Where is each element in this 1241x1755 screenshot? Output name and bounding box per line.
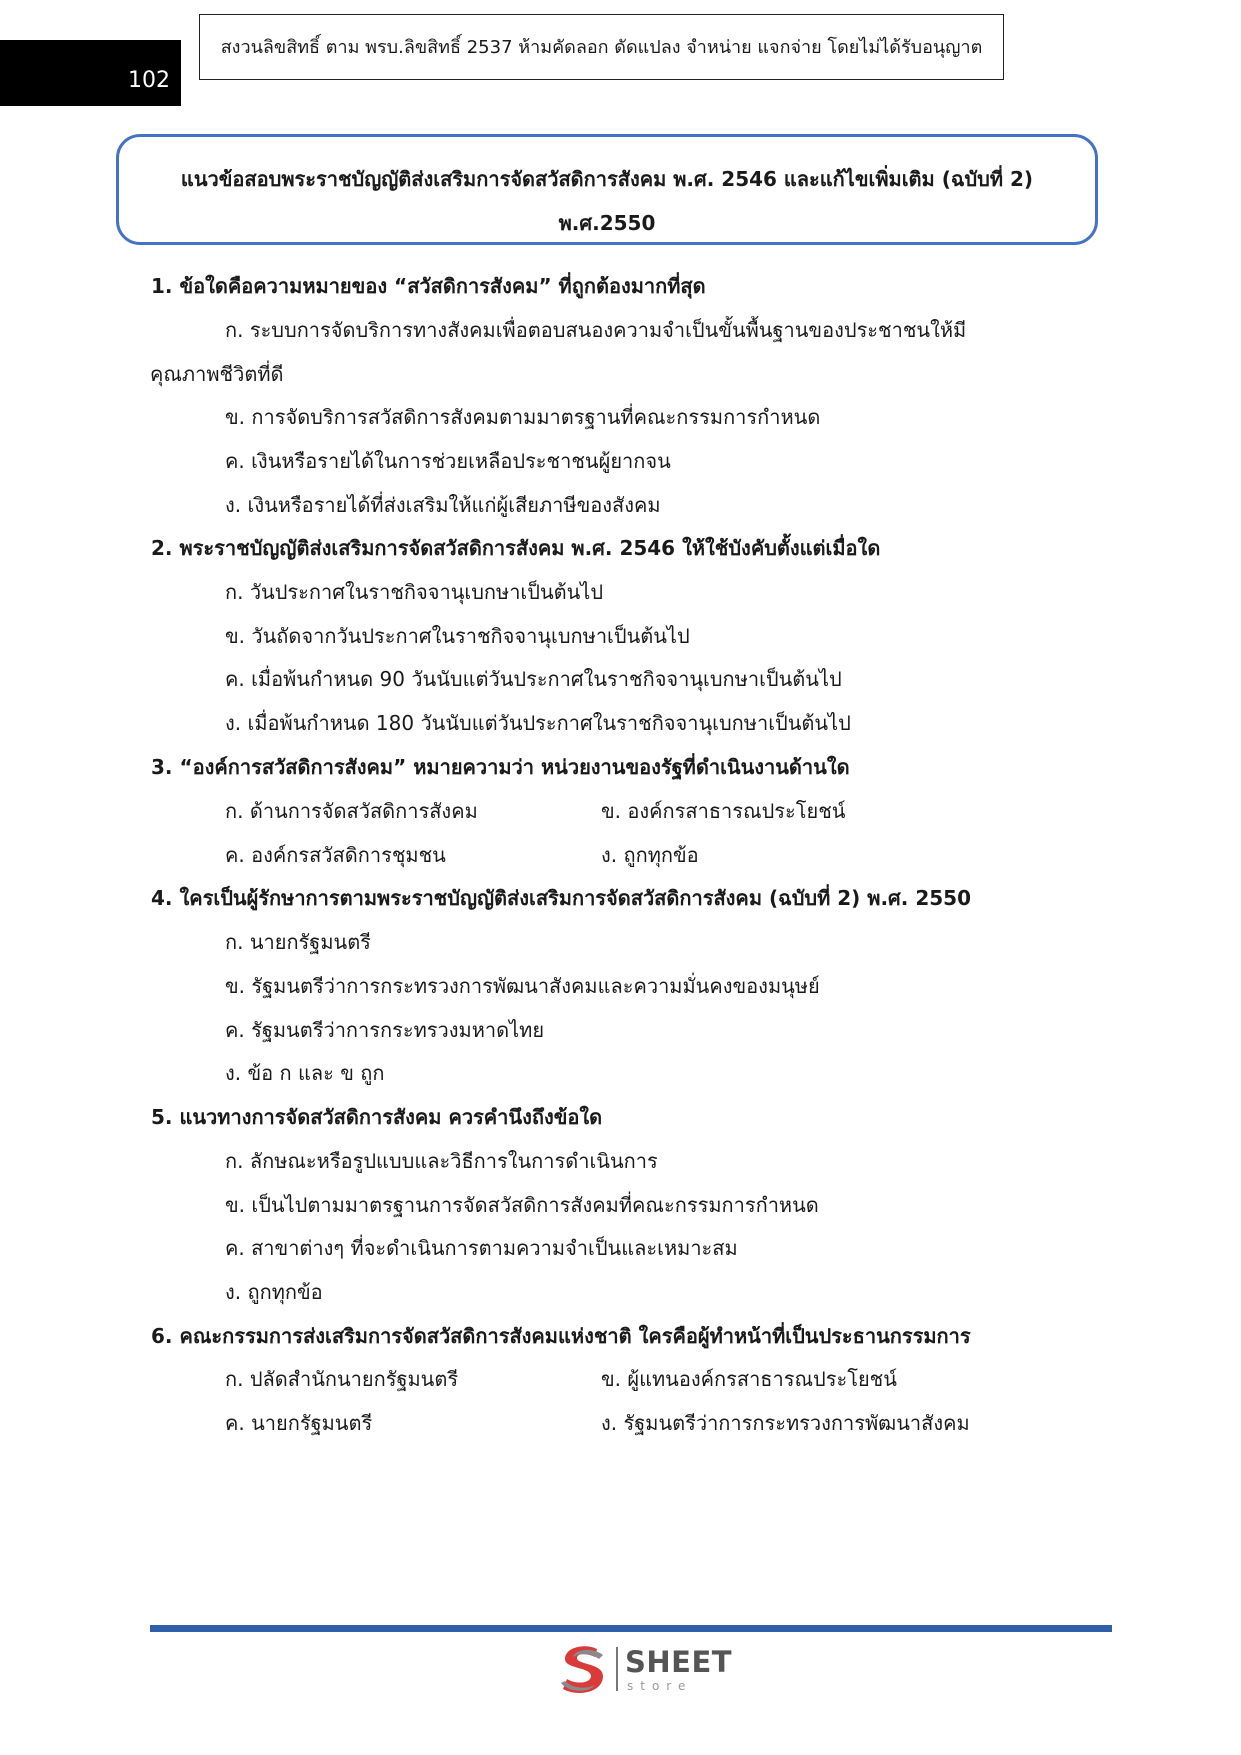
title-line-2: พ.ศ.2550 bbox=[558, 211, 656, 235]
q1-choice-d: ง. เงินหรือรายได้ที่ส่งเสริมให้แก่ผู้เสียภาษีของสังคม bbox=[225, 493, 661, 517]
q3-choice-c: ค. องค์กรสวัสดิการชุมชน bbox=[225, 843, 446, 867]
q4-choice-d: ง. ข้อ ก และ ข ถูก bbox=[225, 1061, 385, 1085]
page-number-box bbox=[0, 40, 181, 106]
q1-choice-a-cont: คุณภาพชีวิตที่ดี bbox=[150, 362, 284, 386]
question-3: 3. “องค์การสวัสดิการสังคม” หมายความว่า หน่วยงานของรัฐที่ดำเนินงานด้านใด bbox=[151, 755, 850, 779]
question-6: 6. คณะกรรมการส่งเสริมการจัดสวัสดิการสังคมแห่งชาติ ใครคือผู้ทำหน้าที่เป็นประธานกรรมการ bbox=[151, 1324, 971, 1348]
q2-choice-a: ก. วันประกาศในราชกิจจานุเบกษาเป็นต้นไป bbox=[225, 580, 604, 604]
q4-choice-a: ก. นายกรัฐมนตรี bbox=[225, 930, 371, 954]
page-number: 102 bbox=[128, 68, 170, 93]
question-5: 5. แนวทางการจัดสวัสดิการสังคม ควรคำนึงถึงข้อใด bbox=[151, 1105, 603, 1129]
q5-choice-a: ก. ลักษณะหรือรูปแบบและวิธีการในการดำเนินการ bbox=[225, 1149, 658, 1173]
q6-choice-b: ข. ผู้แทนองค์กรสาธารณประโยชน์ bbox=[601, 1367, 897, 1391]
sheet-store-logo bbox=[555, 1643, 735, 1697]
q5-choice-c: ค. สาขาต่างๆ ที่จะดำเนินการตามความจำเป็นและเหมาะสม bbox=[225, 1236, 738, 1260]
footer-rule bbox=[150, 1625, 1112, 1632]
question-2: 2. พระราชบัญญัติส่งเสริมการจัดสวัสดิการสังคม พ.ศ. 2546 ให้ใช้บังคับตั้งแต่เมื่อใด bbox=[151, 536, 881, 560]
q1-choice-b: ข. การจัดบริการสวัสดิการสังคมตามมาตรฐานที่คณะกรรมการกำหนด bbox=[225, 405, 821, 429]
question-1: 1. ข้อใดคือความหมายของ “สวัสดิการสังคม” ที่ถูกต้องมากที่สุด bbox=[151, 274, 706, 298]
question-4: 4. ใครเป็นผู้รักษาการตามพระราชบัญญัติส่งเสริมการจัดสวัสดิการสังคม (ฉบับที่ 2) พ.ศ. 2550 bbox=[151, 886, 971, 910]
q4-choice-c: ค. รัฐมนตรีว่าการกระทรวงมหาดไทย bbox=[225, 1018, 545, 1042]
q2-choice-b: ข. วันถัดจากวันประกาศในราชกิจจานุเบกษาเป็นต้นไป bbox=[225, 624, 690, 648]
title-box bbox=[116, 134, 1098, 245]
q1-choice-c: ค. เงินหรือรายได้ในการช่วยเหลือประชาชนผู้ยากจน bbox=[225, 449, 671, 473]
q6-choice-d: ง. รัฐมนตรีว่าการกระทรวงการพัฒนาสังคม bbox=[601, 1411, 970, 1435]
q4-choice-b: ข. รัฐมนตรีว่าการกระทรวงการพัฒนาสังคมและความมั่นคงของมนุษย์ bbox=[225, 974, 820, 998]
logo-text: SHEET bbox=[625, 1645, 733, 1679]
q5-choice-b: ข. เป็นไปตามมาตรฐานการจัดสวัสดิการสังคมที่คณะกรรมการกำหนด bbox=[225, 1193, 819, 1217]
q3-choice-b: ข. องค์กรสาธารณประโยชน์ bbox=[601, 799, 846, 823]
title-line-1: แนวข้อสอบพระราชบัญญัติส่งเสริมการจัดสวัสดิการสังคม พ.ศ. 2546 และแก้ไขเพิ่มเติม (ฉบับที่ 2) bbox=[180, 167, 1034, 191]
logo-subtext: store bbox=[627, 1679, 693, 1693]
q3-choice-a: ก. ด้านการจัดสวัสดิการสังคม bbox=[225, 799, 478, 823]
q6-choice-a: ก. ปลัดสำนักนายกรัฐมนตรี bbox=[225, 1367, 459, 1391]
sheet-store-s-icon bbox=[555, 1643, 611, 1697]
q5-choice-d: ง. ถูกทุกข้อ bbox=[225, 1280, 323, 1304]
q6-choice-c: ค. นายกรัฐมนตรี bbox=[225, 1411, 373, 1435]
q3-choice-d: ง. ถูกทุกข้อ bbox=[601, 843, 699, 867]
logo-divider bbox=[616, 1647, 618, 1691]
q2-choice-c: ค. เมื่อพ้นกำหนด 90 วันนับแต่วันประกาศในราชกิจจานุเบกษาเป็นต้นไป bbox=[225, 667, 842, 691]
q1-choice-a: ก. ระบบการจัดบริการทางสังคมเพื่อตอบสนองความจำเป็นขั้นพื้นฐานของประชาชนให้มี bbox=[225, 318, 967, 342]
copyright-notice: สงวนลิขสิทธิ์ ตาม พรบ.ลิขสิทธิ์ 2537 ห้ามคัดลอก ดัดแปลง จำหน่าย แจกจ่าย โดยไม่ได้รับอนุญาต bbox=[199, 14, 1004, 80]
q2-choice-d: ง. เมื่อพ้นกำหนด 180 วันนับแต่วันประกาศในราชกิจจานุเบกษาเป็นต้นไป bbox=[225, 711, 851, 735]
